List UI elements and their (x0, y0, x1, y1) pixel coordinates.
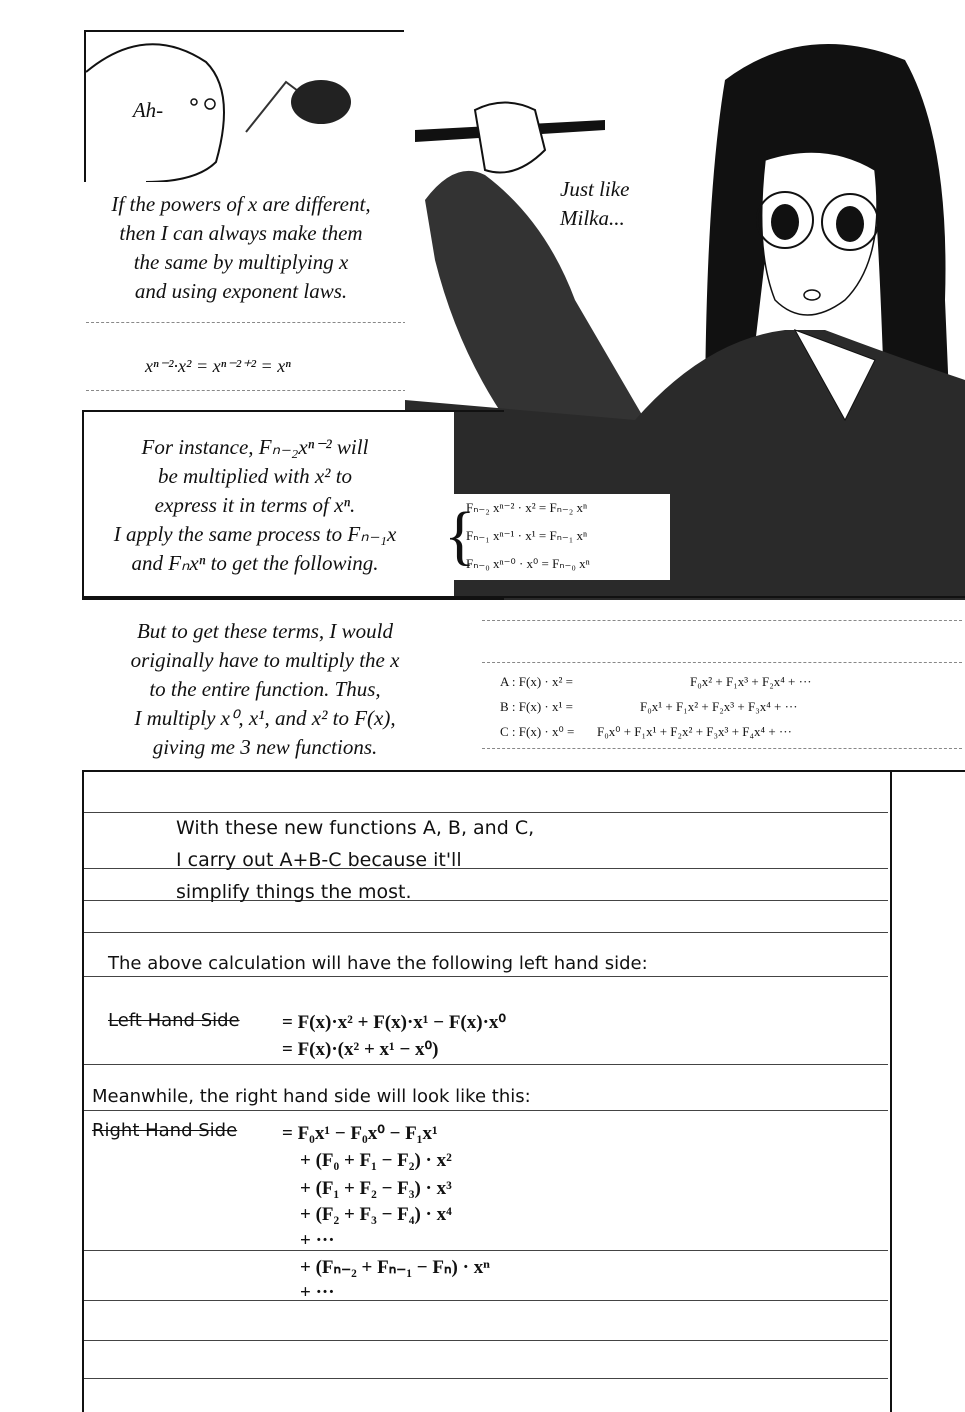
notebook-rule (84, 932, 888, 933)
notebook-rule (84, 1378, 888, 1379)
function-b-label: B : F(x) · x¹ = (500, 699, 573, 714)
brace: { (444, 499, 476, 572)
function-c-rhs: F₀x⁰ + F₁x¹ + F₂x² + F₃x³ + F₄x⁴ + ··· (597, 724, 792, 739)
lhs-line: = F(x)·x² + F(x)·x¹ − F(x)·x⁰ (282, 1012, 507, 1033)
panel1-narration (86, 190, 396, 306)
narration-line: giving me 3 new functions. (152, 735, 378, 759)
dotted-rule (86, 390, 406, 391)
function-c-label: C : F(x) · x⁰ = (500, 724, 575, 739)
intro-line: With these new functions A, B, and C, (176, 817, 535, 839)
speech-line: Just like (560, 177, 630, 201)
narration-line: and Fₙxⁿ to get the following. (131, 551, 379, 575)
lhs-intro: The above calculation will have the following left hand side: (108, 953, 648, 974)
lhs-line: = F(x)·(x² + x¹ − x⁰) (282, 1039, 439, 1060)
notebook-rule (84, 1110, 888, 1111)
notebook-intro (176, 812, 534, 908)
notebook-rule (84, 1064, 888, 1065)
narration-line: I apply the same process to Fₙ₋₁x (113, 522, 397, 546)
equation-line: Fₙ₋₀ xⁿ⁻⁰ · x⁰ = Fₙ₋₀ xⁿ (466, 556, 590, 571)
rhs-line: + (F₂ + F₃ − F₄) · x⁴ (300, 1204, 452, 1225)
notebook-rule (84, 976, 888, 977)
narration-line: express it in terms of xⁿ. (154, 493, 356, 517)
rhs-line: + (F₁ + F₂ − F₃) · x³ (300, 1178, 452, 1199)
dotted-rule (86, 322, 406, 323)
rhs-line: + ··· (300, 1230, 335, 1251)
rhs-label: Right Hand Side (92, 1120, 238, 1141)
panel-bottom-rule (82, 596, 965, 598)
narration-line: then I can always make them (119, 221, 363, 245)
narration-line: be multiplied with x² to (157, 464, 353, 488)
panel2-equation-block (440, 494, 670, 580)
narration-line: I multiply x⁰, x¹, and x² to F(x), (134, 706, 396, 730)
narration-line: the same by multiplying x (133, 250, 349, 274)
intro-line: I carry out A+B-C because it'll (176, 849, 462, 871)
character-speech (560, 175, 690, 233)
lhs-label: Left Hand Side (108, 1010, 240, 1031)
panel3-narration (90, 617, 440, 762)
panel2-narration (90, 433, 420, 578)
narration-line: and using exponent laws. (134, 279, 348, 303)
notebook-rule (84, 1250, 888, 1251)
function-b-rhs: F₀x¹ + F₁x² + F₂x³ + F₃x⁴ + ··· (640, 699, 798, 714)
speech-line: Milka... (560, 206, 625, 230)
notebook-rule (84, 1340, 888, 1341)
intro-line: simplify things the most. (176, 881, 412, 903)
bubble-text: Ah- (132, 98, 164, 122)
dotted-rule (482, 620, 962, 621)
dotted-rule (482, 748, 962, 749)
narration-line: to the entire function. Thus, (149, 677, 381, 701)
narration-line: For instance, Fₙ₋₂xⁿ⁻² will (141, 435, 369, 459)
rhs-line: + ··· (300, 1282, 335, 1303)
rhs-intro: Meanwhile, the right hand side will look like this: (92, 1086, 531, 1107)
panel1-equation: xⁿ⁻²·x² = xⁿ⁻²⁺² = xⁿ (145, 356, 291, 376)
function-a-rhs: F₀x² + F₁x³ + F₂x⁴ + ··· (690, 674, 812, 689)
rhs-line: + (F₀ + F₁ − F₂) · x² (300, 1150, 452, 1171)
narration-line: But to get these terms, I would (136, 619, 394, 643)
dotted-rule (482, 662, 962, 663)
narration-line: If the powers of x are different, (111, 192, 371, 216)
notebook-top-extension (888, 770, 965, 772)
narration-line: originally have to multiply the x (130, 648, 400, 672)
function-a-label: A : F(x) · x² = (500, 674, 573, 689)
rhs-line: + (Fₙ₋₂ + Fₙ₋₁ − Fₙ) · xⁿ (300, 1257, 490, 1278)
notebook-rule (84, 1300, 888, 1301)
rhs-line: = F₀x¹ − F₀x⁰ − F₁x¹ (282, 1123, 438, 1144)
equation-line: Fₙ₋₂ xⁿ⁻² · x² = Fₙ₋₂ xⁿ (466, 500, 588, 515)
equation-line: Fₙ₋₁ xⁿ⁻¹ · x¹ = Fₙ₋₁ xⁿ (466, 528, 588, 543)
